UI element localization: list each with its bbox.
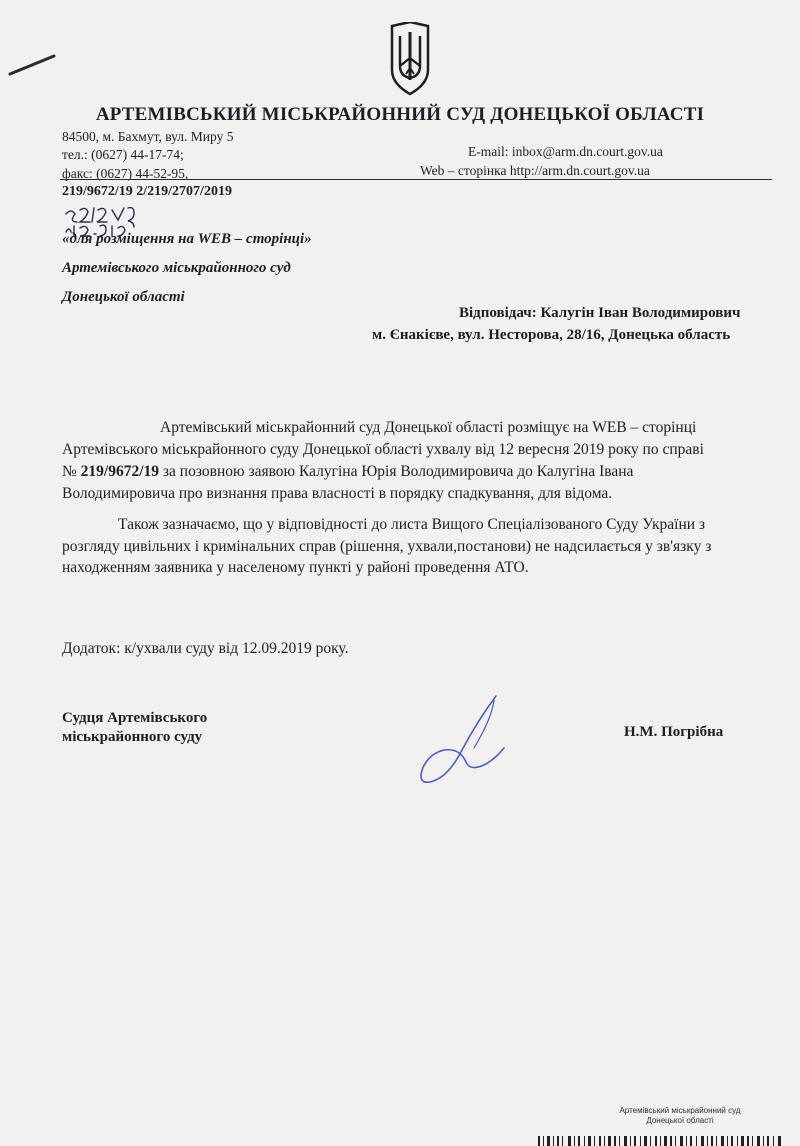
body-paragraph-2-line-1: Також зазначаємо, що у відповідності до листа Вищого Спеціалізованого Суду України з (118, 516, 706, 533)
court-email: E-mail: inbox@arm.dn.court.gov.ua (468, 144, 663, 159)
court-name-heading: АРТЕМІВСЬКИЙ МІСЬКРАЙОННИЙ СУД ДОНЕЦЬКОЇ ОБЛАСТІ (95, 104, 705, 125)
stamp-line-2: Донецької області (646, 1116, 714, 1125)
header-divider (60, 179, 772, 180)
respondent-address: м. Єнакієве, вул. Несторова, 28/16, Донецька область (372, 327, 731, 343)
registration-stamp (566, 1106, 794, 1126)
handwritten-signature-icon (408, 690, 518, 790)
web-placement-note: «для розміщення на WEB – сторінці» (62, 231, 312, 247)
body-paragraph-2-line-3: находженням заявника у населеному пункті у районі проведення АТО. (62, 559, 529, 576)
body-paragraph-2-line-2: розгляду цивільних і кримінальних справ (рішення, ухвали,постанови) не надсилається у зв'язку з (62, 538, 712, 555)
pen-stroke-mark (8, 52, 56, 78)
body-paragraph-1-line-2: Артемівського міськрайонного суду Донецької області ухвалу від 12 вересня 2019 року по справі (62, 441, 704, 458)
signatory-name: Н.М. Погрібна (624, 724, 724, 740)
case-numbers: 219/9672/19 2/219/2707/2019 (62, 184, 232, 199)
body-paragraph-1-line-1: Артемівський міськрайонний суд Донецької області розміщує на WEB – сторінці (160, 419, 697, 436)
recipient-region-line: Донецької області (62, 289, 185, 305)
court-phone: тел.: (0627) 44-17-74; (62, 147, 184, 162)
stamp-line-1: Артемівський міськрайонний суд (619, 1106, 741, 1115)
barcode-icon (418, 1134, 796, 1146)
recipient-court-line: Артемівського міськрайонного суд (62, 260, 291, 276)
court-website: Web – сторінка http://arm.dn.court.gov.ua (420, 163, 650, 178)
case-number-prefix: № (62, 463, 81, 480)
attachment-line: Додаток: к/ухвали суду від 12.09.2019 року. (62, 640, 349, 657)
respondent-name: Відповідач: Калугін Іван Володимирович (459, 305, 741, 321)
case-number-bold: 219/9672/19 (80, 463, 160, 480)
body-paragraph-1-line-4: Володимировича про визнання права власності в порядку спадкування, для відома. (62, 485, 613, 502)
case-parties: за позовною заявою Калугіна Юрія Володимировича до Калугіна Івана (159, 463, 634, 480)
trident-icon (386, 22, 434, 96)
court-fax: факс: (0627) 44-52-95, (62, 166, 189, 181)
signatory-title-line-2: міськрайонного суду (62, 729, 203, 745)
court-address: 84500, м. Бахмут, вул. Миру 5 (62, 129, 234, 144)
body-paragraph-1-line-3 (62, 463, 633, 481)
signatory-title-line-1: Судця Артемівського (62, 710, 208, 726)
